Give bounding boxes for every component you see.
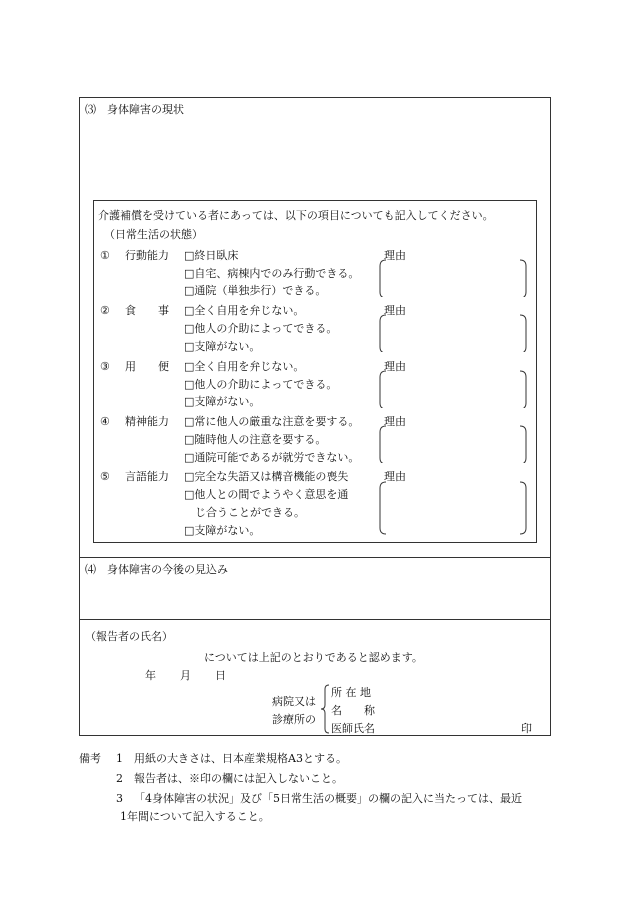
- facility-label-line1: 病院又は: [272, 695, 316, 708]
- option-continuation: じ合うことができる。: [184, 506, 305, 519]
- reason-bracket[interactable]: [378, 370, 528, 408]
- option-checkbox[interactable]: □支障がない。: [184, 395, 261, 408]
- reason-label: 理由: [384, 415, 406, 428]
- section4-title: ⑷ 身体障害の今後の見込み: [85, 563, 228, 576]
- item-number: ③: [100, 360, 110, 373]
- option-checkbox[interactable]: □随時他人の注意を要する。: [184, 433, 327, 446]
- seal-mark: 印: [521, 722, 532, 735]
- date-day: 日: [215, 669, 226, 682]
- option-checkbox[interactable]: □通院可能であるが就労できない。: [184, 451, 360, 464]
- reporter-name-label: （報告者の氏名）: [85, 630, 173, 643]
- note-number: 3: [116, 792, 123, 805]
- date-year: 年: [145, 669, 156, 682]
- notes-label: 備考: [79, 752, 101, 765]
- item-number: ⑤: [100, 470, 110, 483]
- reason-bracket[interactable]: [378, 259, 528, 297]
- option-checkbox[interactable]: □他人の介助によってできる。: [184, 378, 338, 391]
- option-checkbox[interactable]: □全く自用を弁じない。: [184, 360, 305, 373]
- daily-life-intro: 介護補償を受けている者にあっては、以下の項目についても記入してください。: [98, 209, 494, 222]
- reason-bracket[interactable]: [378, 481, 528, 535]
- item-label: 用 便: [125, 360, 169, 373]
- facility-label-line2: 診療所の: [272, 713, 316, 726]
- option-checkbox[interactable]: □他人との間でようやく意思を通: [184, 488, 349, 501]
- section3-title: ⑶ 身体障害の現状: [85, 103, 184, 116]
- reason-label: 理由: [384, 304, 406, 317]
- daily-life-subheading: （日常生活の状態）: [104, 228, 203, 241]
- reporter-divider: [79, 619, 551, 620]
- address-label: 所 在 地: [331, 686, 371, 699]
- facility-name-label: 名 称: [331, 704, 375, 717]
- reason-bracket[interactable]: [378, 314, 528, 352]
- option-checkbox[interactable]: □完全な失語又は構音機能の喪失: [184, 470, 349, 483]
- reason-label: 理由: [384, 470, 406, 483]
- item-label: 言語能力: [125, 470, 169, 483]
- note-number: 1: [116, 752, 123, 765]
- item-label: 精神能力: [125, 415, 169, 428]
- option-checkbox[interactable]: □支障がない。: [184, 524, 261, 537]
- note-text: 報告者は、※印の欄には記入しないこと。: [134, 772, 343, 785]
- note-text: 「4身体障害の状況」及び「5日常生活の概要」の欄の記入に当たっては、最近: [134, 792, 522, 805]
- option-checkbox[interactable]: □支障がない。: [184, 340, 261, 353]
- note-continuation: 1年間について記入すること。: [120, 810, 270, 823]
- doctor-name-label: 医師氏名: [331, 722, 375, 735]
- item-label: 食 事: [125, 304, 169, 317]
- certify-text: については上記のとおりであると認めます。: [204, 651, 423, 664]
- option-checkbox[interactable]: □全く自用を弁じない。: [184, 304, 305, 317]
- option-checkbox[interactable]: □他人の介助によってできる。: [184, 322, 338, 335]
- section4-divider: [79, 557, 551, 558]
- option-checkbox[interactable]: □通院（単独歩行）できる。: [184, 284, 327, 297]
- note-text: 用紙の大きさは、日本産業規格A3とする。: [134, 752, 347, 765]
- item-label: 行動能力: [125, 249, 169, 262]
- note-number: 2: [116, 772, 123, 785]
- option-checkbox[interactable]: □自宅、病棟内でのみ行動できる。: [184, 267, 360, 280]
- date-month: 月: [180, 669, 191, 682]
- facility-brace: [320, 684, 330, 734]
- reason-bracket[interactable]: [378, 425, 528, 463]
- item-number: ④: [100, 415, 110, 428]
- item-number: ①: [100, 249, 110, 262]
- reason-label: 理由: [384, 249, 406, 262]
- reason-label: 理由: [384, 360, 406, 373]
- option-checkbox[interactable]: □終日臥床: [184, 249, 239, 262]
- item-number: ②: [100, 304, 110, 317]
- option-checkbox[interactable]: □常に他人の厳重な注意を要する。: [184, 415, 360, 428]
